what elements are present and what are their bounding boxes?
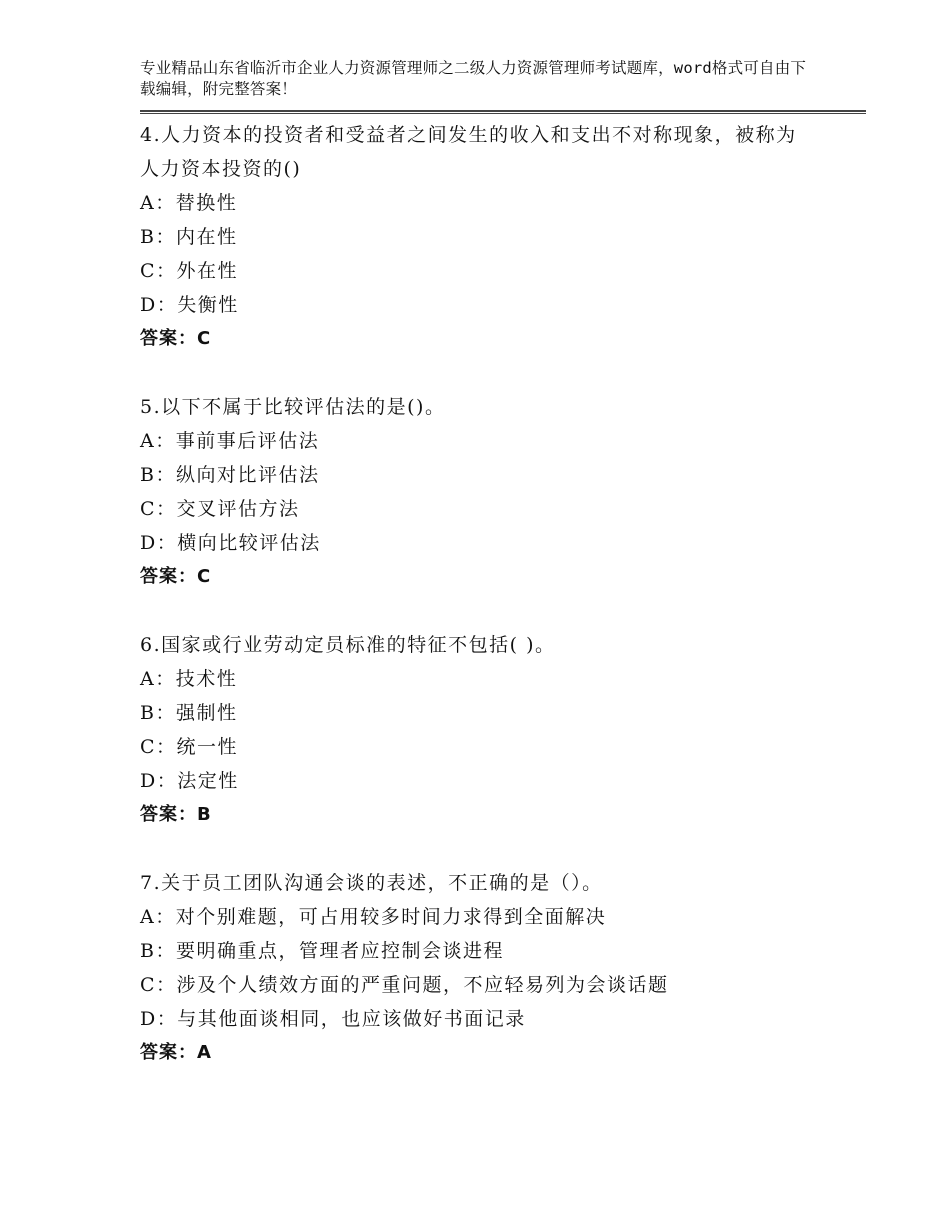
option-b: B：内在性 xyxy=(140,226,238,248)
answer-label: 答案：A xyxy=(140,1042,212,1063)
header-divider xyxy=(140,110,866,114)
document-page xyxy=(140,58,870,1070)
option-c: C：外在性 xyxy=(140,260,239,282)
option-a: A：替换性 xyxy=(140,192,238,214)
question-spacer xyxy=(140,356,870,390)
option-d: D：横向比较评估法 xyxy=(140,532,321,554)
answer-label: 答案：B xyxy=(140,804,212,825)
option-c: C：交叉评估方法 xyxy=(140,498,300,520)
question-stem: 4.人力资本的投资者和受益者之间发生的收入和支出不对称现象，被称为人力资本投资的() xyxy=(140,124,797,180)
question-7 xyxy=(140,866,870,1070)
question-stem: 7.关于员工团队沟通会谈的表述，不正确的是（）。 xyxy=(140,872,603,894)
question-5 xyxy=(140,390,870,594)
option-a: A：对个别难题，可占用较多时间力求得到全面解决 xyxy=(140,906,607,928)
option-b: B：要明确重点，管理者应控制会谈进程 xyxy=(140,940,504,962)
question-4 xyxy=(140,118,870,356)
option-c: C：统一性 xyxy=(140,736,239,758)
answer-label: 答案：C xyxy=(140,328,212,349)
option-d: D：失衡性 xyxy=(140,294,239,316)
question-stem: 6.国家或行业劳动定员标准的特征不包括( )。 xyxy=(140,634,556,656)
question-spacer xyxy=(140,594,870,628)
option-d: D：法定性 xyxy=(140,770,239,792)
question-stem: 5.以下不属于比较评估法的是()。 xyxy=(140,396,446,418)
question-6 xyxy=(140,628,870,832)
document-header: 专业精品山东省临沂市企业人力资源管理师之二级人力资源管理师考试题库，word格式可自由下载编辑，附完整答案！ xyxy=(140,59,807,98)
option-a: A：技术性 xyxy=(140,668,238,690)
option-c: C：涉及个人绩效方面的严重问题，不应轻易列为会谈话题 xyxy=(140,974,669,996)
option-b: B：纵向对比评估法 xyxy=(140,464,320,486)
option-b: B：强制性 xyxy=(140,702,238,724)
option-d: D：与其他面谈相同，也应该做好书面记录 xyxy=(140,1008,526,1030)
option-a: A：事前事后评估法 xyxy=(140,430,320,452)
answer-label: 答案：C xyxy=(140,566,212,587)
question-spacer xyxy=(140,832,870,866)
